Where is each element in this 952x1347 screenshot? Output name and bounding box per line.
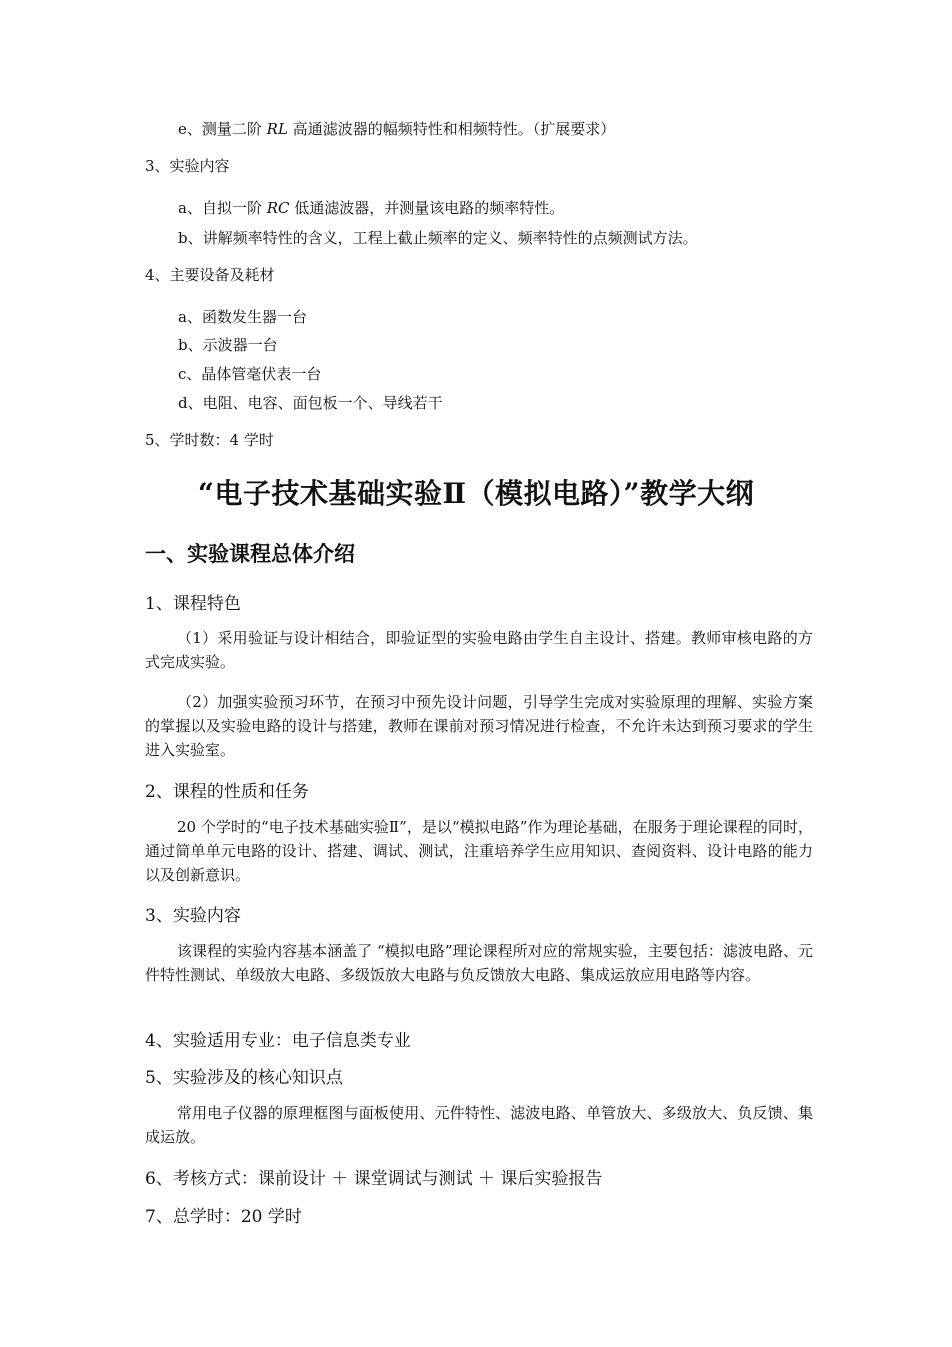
features-paragraph-1: （1）采用验证与设计相结合，即验证型的实验电路由学生自主设计、搭建。教师审核电路的方式完成实验。 (145, 629, 813, 671)
experiment-item-e (178, 118, 615, 139)
section-heading: 一、实验课程总体介绍 (145, 542, 355, 566)
total-hours-heading: 7、总学时：20 学时 (145, 1207, 302, 1227)
text-segment: 高通滤波器的幅频特性和相频特性。（扩展要求） (287, 120, 616, 138)
majors-heading: 4、实验适用专业：电子信息类专业 (145, 1031, 411, 1051)
content-heading-top: 3、实验内容 (145, 157, 230, 175)
document-title: “电子技术基础实验Ⅱ（模拟电路）”教学大纲 (197, 477, 755, 510)
italic-symbol: RL (266, 120, 288, 138)
knowledge-heading: 5、实验涉及的核心知识点 (145, 1068, 343, 1088)
equipment-item: a、函数发生器一台 (178, 308, 307, 326)
equipment-heading: 4、主要设备及耗材 (145, 266, 275, 284)
equipment-item: d、电阻、电容、面包板一个、导线若干 (178, 394, 443, 412)
features-heading: 1、课程特色 (145, 594, 241, 614)
content-paragraph: 该课程的实验内容基本涵盖了 “模拟电路”理论课程所对应的常规实验，主要包括：滤波电路、元件特性测试、单级放大电路、多级饭放大电路与负反馈放大电路、集成运放应用电路等内容。 (145, 942, 813, 984)
text-segment: e、测量二阶 (178, 120, 267, 138)
equipment-item: c、晶体管毫伏表一台 (178, 365, 322, 383)
assessment-heading: 6、考核方式：课前设计 ＋ 课堂调试与测试 ＋ 课后实验报告 (145, 1169, 603, 1189)
italic-symbol: RC (266, 199, 290, 217)
content-item-a (178, 197, 564, 218)
class-hours: 5、学时数：4 学时 (145, 431, 274, 449)
content-item-b: b、讲解频率特性的含义，工程上截止频率的定义、频率特性的点频测试方法。 (178, 229, 698, 247)
text-segment: 低通滤波器，并测量该电路的频率特性。 (289, 199, 565, 217)
knowledge-paragraph: 常用电子仪器的原理框图与面板使用、元件特性、滤波电路、单管放大、多级放大、负反馈、集成运放。 (145, 1104, 813, 1146)
features-paragraph-2: （2）加强实验预习环节，在预习中预先设计问题，引导学生完成对实验原理的理解、实验方案的掌握以及实验电路的设计与搭建，教师在课前对预习情况进行检查，不允许未达到预习要求的学生进入实验室。 (145, 693, 813, 759)
nature-heading: 2、课程的性质和任务 (145, 782, 309, 802)
nature-paragraph: 20 个学时的“电子技术基础实验Ⅱ”，是以“模拟电路”作为理论基础，在服务于理论课程的同时，通过简单单元电路的设计、搭建、调试、测试，注重培养学生应用知识、查阅资料、设计电路的能力以及创新意识。 (145, 818, 813, 884)
content-heading: 3、实验内容 (145, 906, 241, 926)
equipment-item: b、示波器一台 (178, 336, 278, 354)
text-segment: a、自拟一阶 (178, 199, 267, 217)
